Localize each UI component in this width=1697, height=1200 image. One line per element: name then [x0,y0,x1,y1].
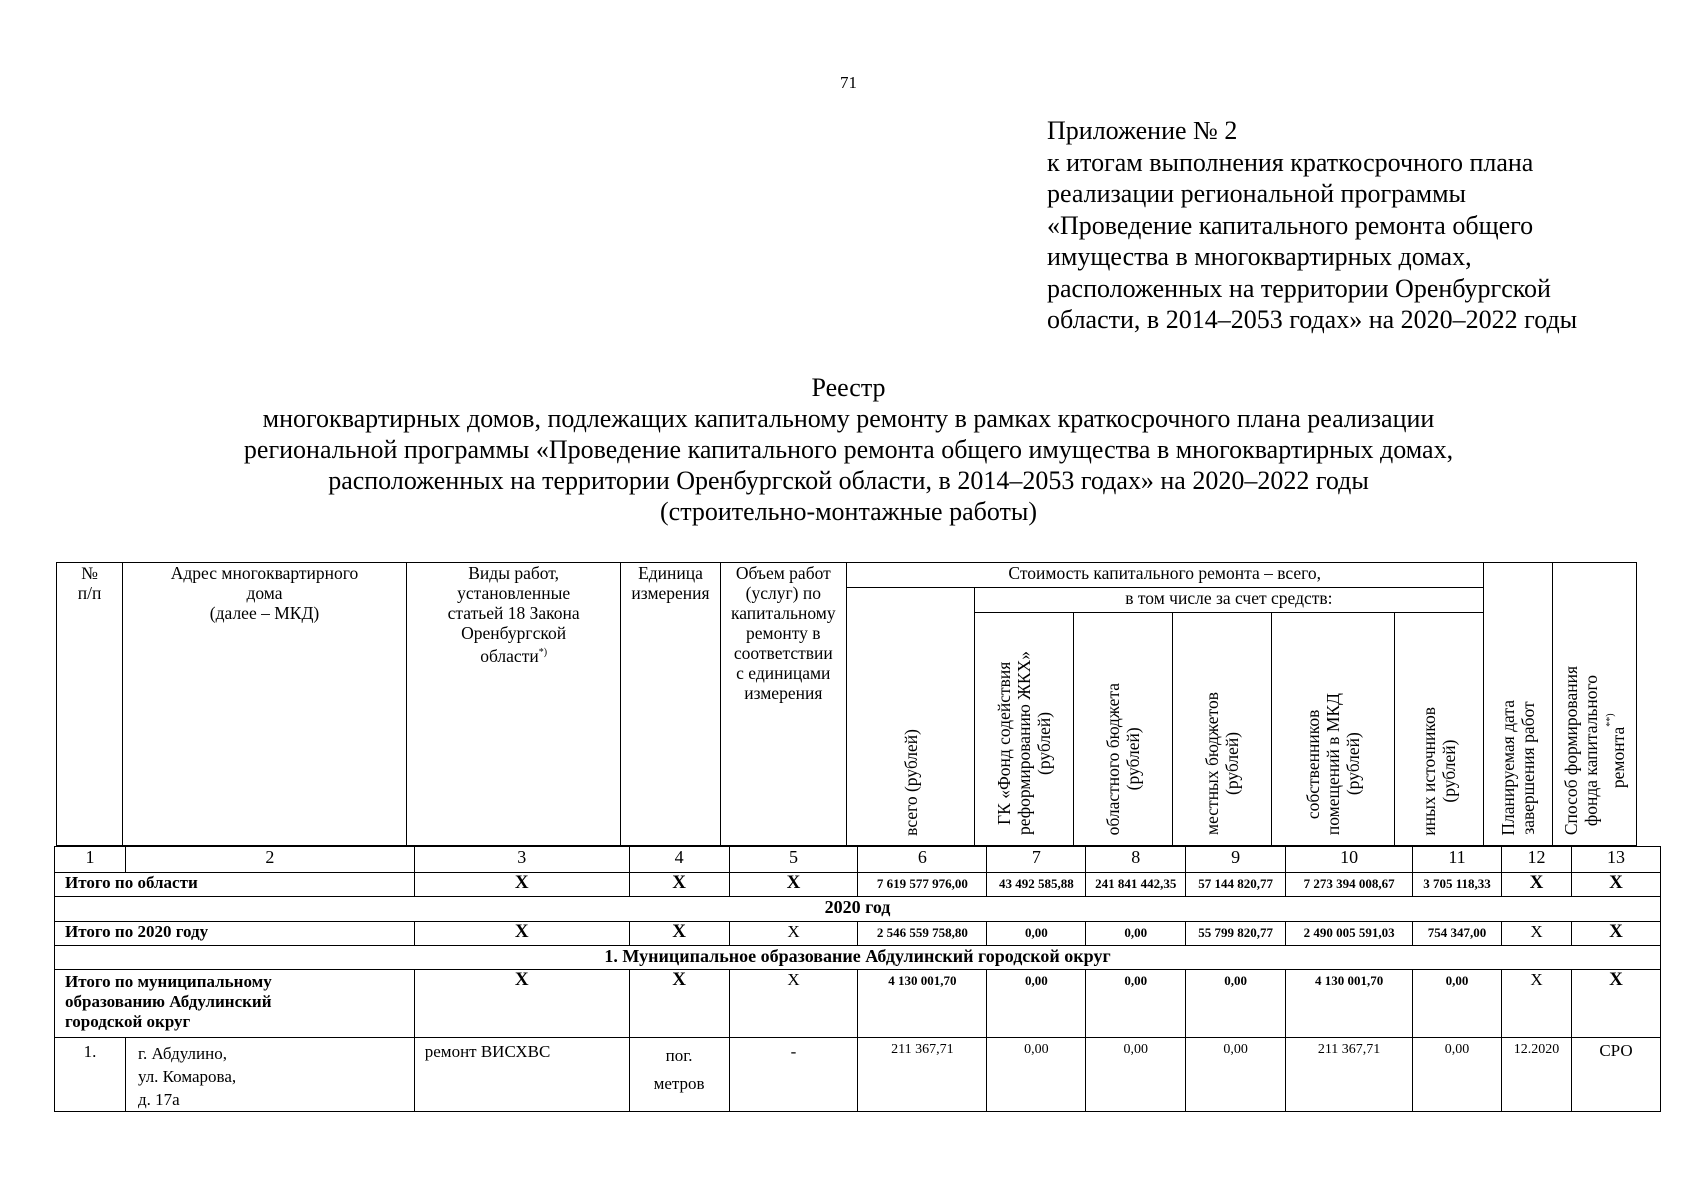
header-col-owners: собственников помещений в МКД (рублей) [1272,613,1395,846]
header-col-work-types: Виды работ, установленные статьей 18 Закона Оренбургской области*) [406,563,621,846]
appendix-line: расположенных на территории Оренбургской [1047,273,1551,303]
page-number: 71 [840,73,857,92]
header-col-completion-date: Планируемая дата завершения работ [1483,563,1552,846]
registry-body-table [54,846,1661,1112]
appendix-line: Приложение № 2 [1047,116,1238,145]
appendix-line: к итогам выполнения краткосрочного плана [1047,147,1534,177]
header-col-other-sources: иных источников (рублей) [1395,613,1483,846]
header-col-cost-all: всего (рублей) [846,588,974,846]
table-row-year-total: Итого по 2020 году Х Х Х 2 546 559 758,80 0,00 0,00 55 799 820,77 2 490 005 591,03 754 347,00 Х Х [55,922,1661,946]
header-cost-total: Стоимость капитального ремонта – всего, [846,563,1483,588]
table-row: 1. г. Абдулино, ул. Комарова, д. 17а ремонт ВИСХВС пог. метров - 211 367,71 0,00 0,00 0,00 211 367,71 0,00 12.2020 СРО [55,1038,1661,1112]
header-col-fund-gk: ГК «Фонд содействия реформированию ЖКХ» (рублей) [975,613,1073,846]
document-title [0,372,1697,527]
header-cost-including: в том числе за счет средств: [975,588,1483,613]
appendix-line: области, в 2014–2053 годах» на 2020–2022 годы [1047,305,1578,334]
header-col-fund-method: Способ формирования фонда капитального ремонта**) [1552,563,1636,846]
header-col-regional-budget: областного бюджета (рублей) [1073,613,1172,846]
table-row-municipality-label: 1. Муниципальное образование Абдулинский городской округ [55,946,1661,970]
title-line: многоквартирных домов, подлежащих капитальному ремонту в рамках краткосрочного плана реализации [262,404,1435,433]
title-line: (строительно-монтажные работы) [660,497,1037,526]
title-line: расположенных на территории Оренбургской области, в 2014–2053 годах» на 2020–2022 годы [328,466,1369,495]
appendix-block [1047,115,1667,336]
appendix-line: имущества в многоквартирных домах, [1047,242,1472,271]
registry-header-table [56,562,1637,846]
appendix-line: реализации региональной программы [1047,179,1467,208]
table-row-year-label: 2020 год [55,897,1661,922]
header-col-volume: Объем работ (услуг) по капитальному ремонту в соответствии с единицами измерения [720,563,846,846]
table-row-municipality-total: Итого по муниципальному образованию Абдулинский городской округ Х Х Х 4 130 001,70 0,00 0,00 0,00 4 130 001,70 0,00 Х Х [55,970,1661,1038]
title-line: Реестр [811,373,886,402]
header-col-number: № п/п [57,563,123,846]
table-row-region-total: Итого по области Х Х Х 7 619 577 976,00 43 492 585,88 241 841 442,35 57 144 820,77 7 273 394 008,67 3 705 118,33 Х Х [55,873,1661,897]
header-col-local-budgets: местных бюджетов (рублей) [1172,613,1271,846]
column-number-row: 1 2 3 4 5 6 7 8 9 10 11 12 13 [55,847,1661,873]
header-col-unit: Единица измерения [621,563,720,846]
title-line: региональной программы «Проведение капитального ремонта общего имущества в многоквартирных домах, [243,435,1454,464]
appendix-line: «Проведение капитального ремонта общего [1047,210,1534,240]
header-col-address: Адрес многоквартирного дома (далее – МКД) [123,563,407,846]
